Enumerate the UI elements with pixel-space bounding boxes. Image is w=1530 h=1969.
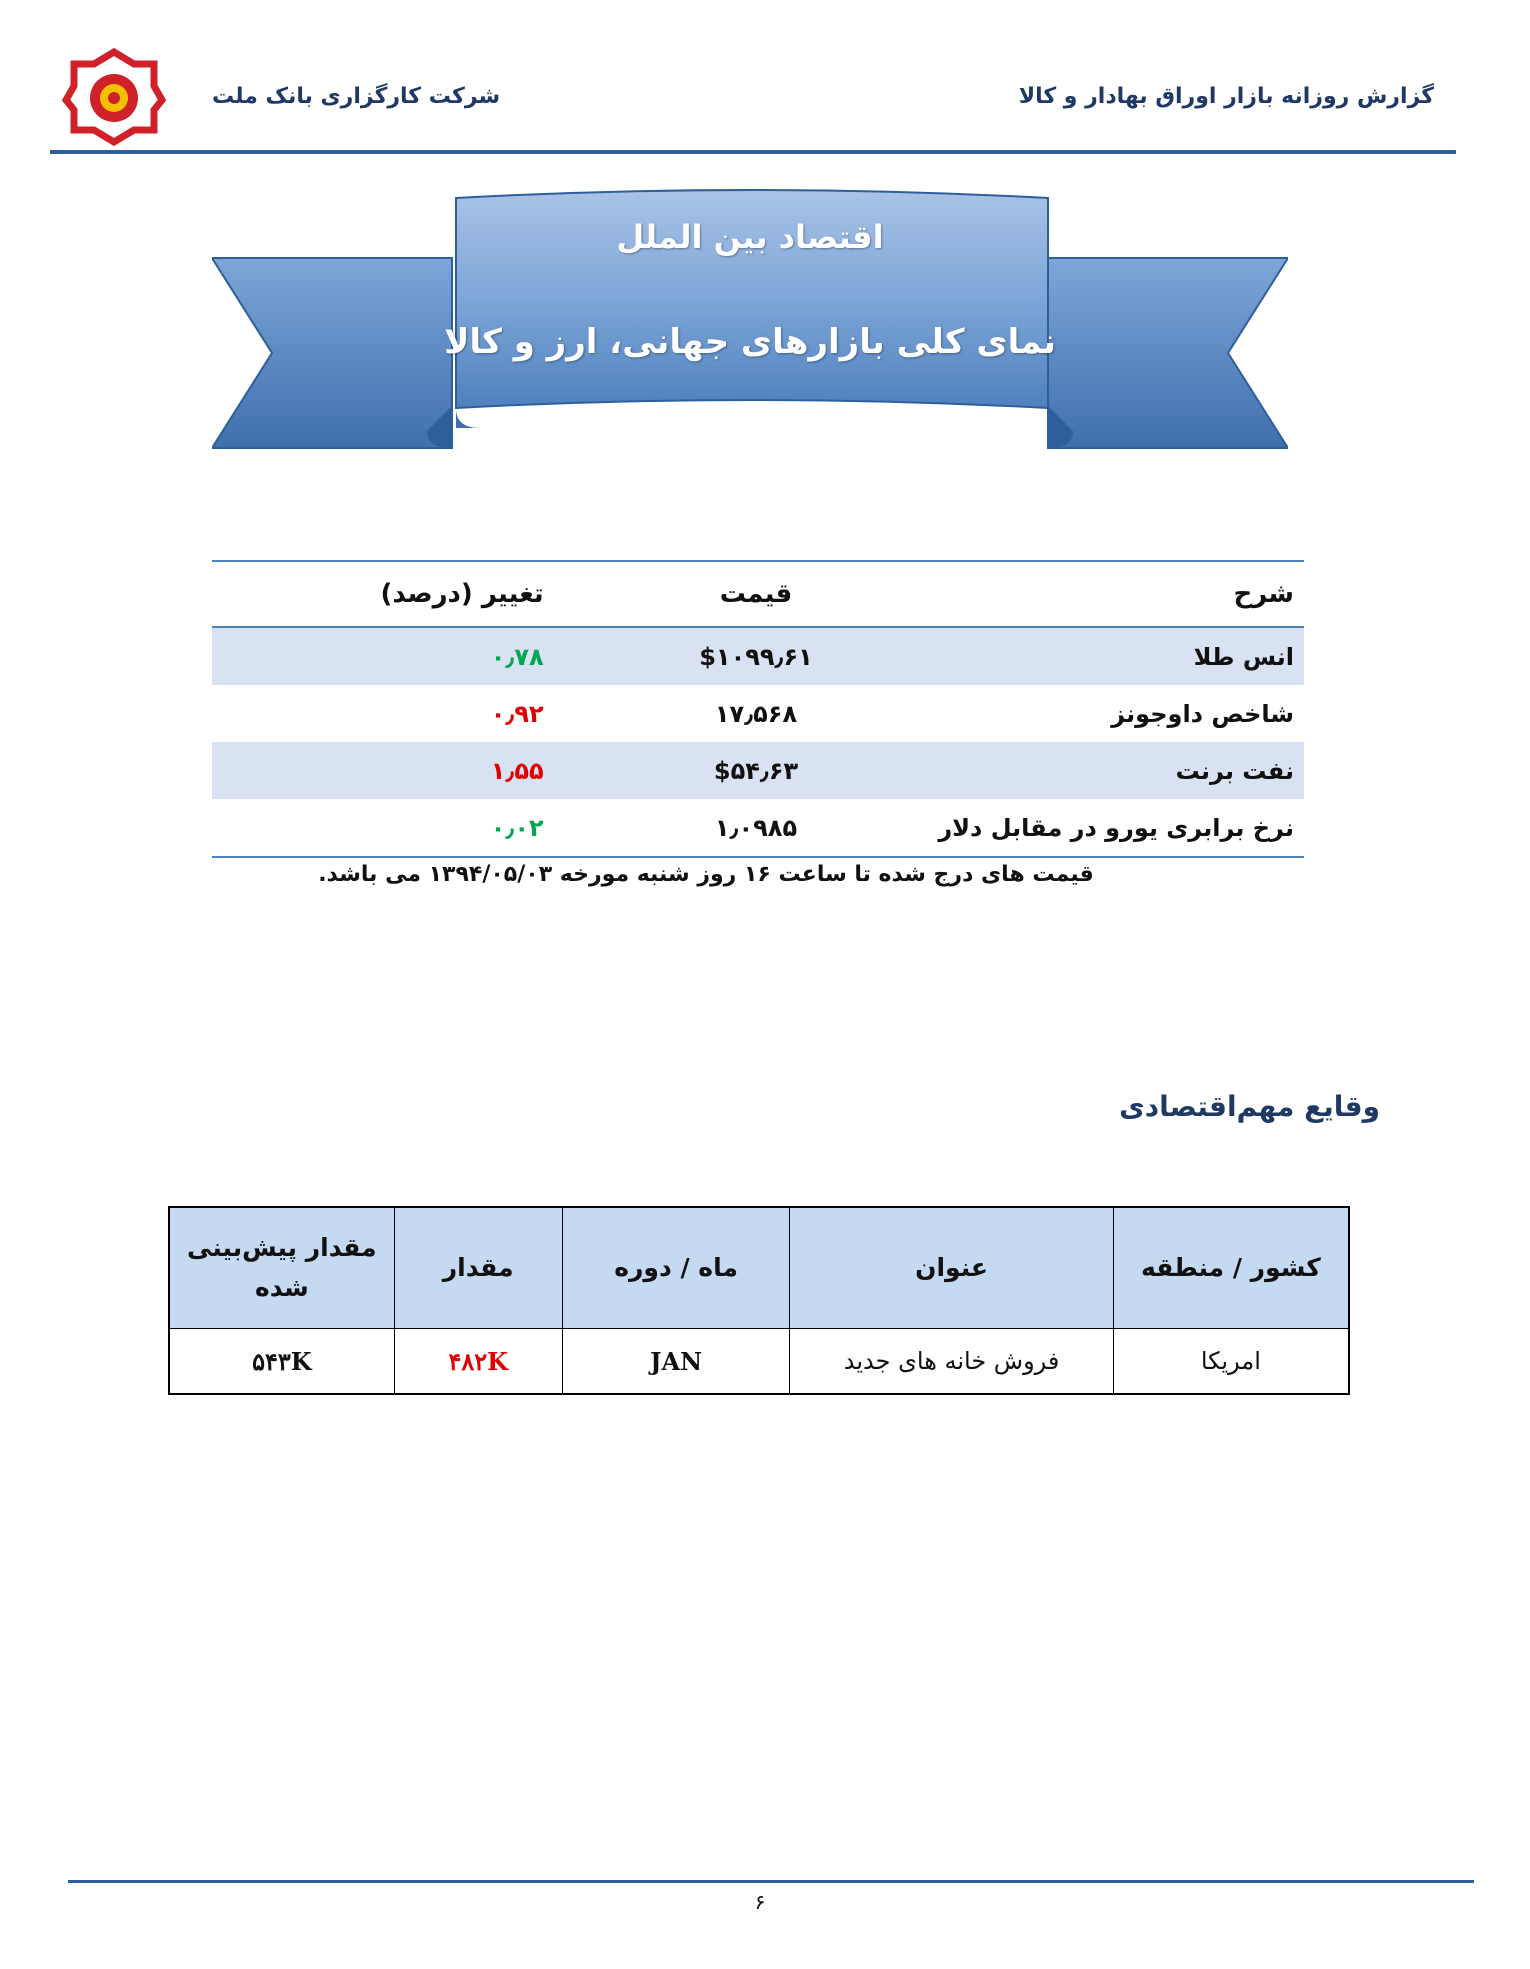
economic-events-table: [168, 1206, 1350, 1395]
row-change: ۰٫۰۲: [490, 813, 544, 842]
page-number: ۶: [754, 1890, 766, 1914]
event-forecast: ۵۴۳K: [169, 1329, 394, 1395]
row-price: $۱۰۹۹٫۶۱: [584, 627, 929, 685]
row-change: ۰٫۹۲: [490, 699, 544, 728]
table-row: [212, 742, 1304, 799]
company-name: شرکت کارگزاری بانک ملت: [212, 84, 501, 109]
header-price: قیمت: [584, 561, 929, 627]
table-row: [212, 799, 1304, 857]
banner-title-line1: اقتصاد بین الملل: [616, 218, 884, 256]
row-description: نرخ برابری یورو در مقابل دلار: [938, 813, 1294, 842]
row-price: $۵۴٫۶۳: [584, 742, 929, 799]
row-change: ۱٫۵۵: [212, 742, 584, 799]
market-overview-table: [212, 560, 1304, 858]
banner-title-line2: نمای کلی بازارهای جهانی، ارز و کالا: [444, 322, 1056, 362]
event-period: JAN: [562, 1329, 790, 1395]
header-period: ماه / دوره: [562, 1207, 790, 1329]
header-divider: [50, 150, 1456, 154]
events-section-title: وقایع مهم‌اقتصادی: [1119, 1090, 1380, 1123]
row-price: ۱٫۰۹۸۵: [714, 813, 798, 842]
table-row: [169, 1329, 1349, 1395]
footer-divider: [68, 1880, 1474, 1883]
bank-mellat-logo-icon: [62, 48, 166, 146]
event-title: فروش خانه های جدید: [790, 1329, 1113, 1395]
header-actual: مقدار: [394, 1207, 562, 1329]
row-change: ۰٫۷۸: [212, 627, 584, 685]
table-header-row: [212, 561, 1304, 627]
header-title: عنوان: [790, 1207, 1113, 1329]
event-country: امریکا: [1113, 1329, 1349, 1395]
price-timestamp-note: قیمت های درج شده تا ساعت ۱۶ روز شنبه مورخه ۱۳۹۴/۰۵/۰۳ می باشد.: [318, 862, 1094, 887]
table-row: [212, 627, 1304, 685]
report-title: گزارش روزانه بازار اوراق بهادار و کالا: [1018, 84, 1434, 109]
row-description: نفت برنت: [928, 742, 1304, 799]
table-row: [212, 685, 1304, 742]
row-description: انس طلا: [928, 627, 1304, 685]
header-forecast: مقدار پیش‌بینی شده: [169, 1207, 394, 1329]
row-description: شاخص داوجونز: [1111, 699, 1294, 728]
table-header-row: [169, 1207, 1349, 1329]
header-country: کشور / منطقه: [1113, 1207, 1349, 1329]
header-description: شرح: [928, 561, 1304, 627]
row-price: ۱۷٫۵۶۸: [714, 699, 798, 728]
header-change: تغییر (درصد): [212, 561, 584, 627]
event-actual: ۴۸۲K: [394, 1329, 562, 1395]
